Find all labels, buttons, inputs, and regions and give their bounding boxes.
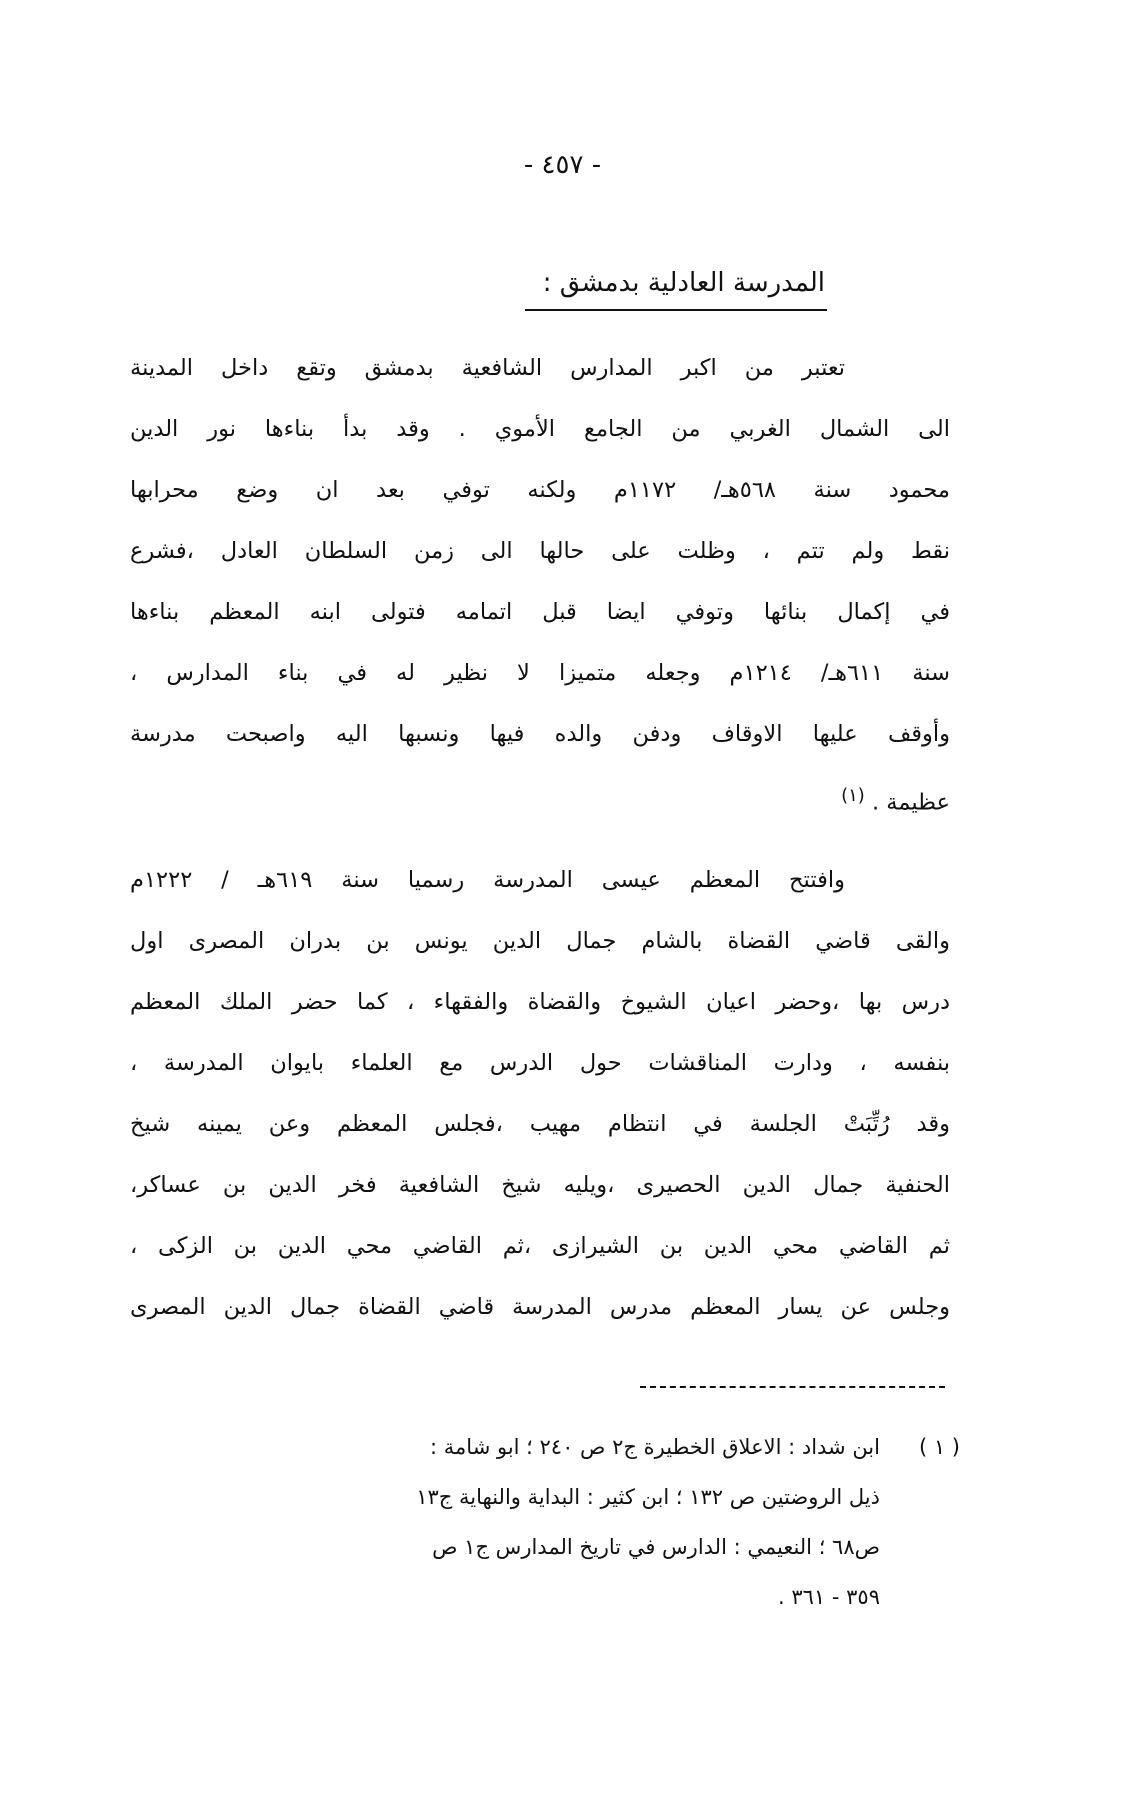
footnote-lines — [160, 1422, 880, 1622]
footnote-reference: (١) — [841, 785, 865, 806]
page-number: - ٤٥٧ - — [523, 150, 602, 180]
text-line: محمود سنة ٥٦٨هـ/ ١١٧٢م ولكنه توفي بعد ان وضع محرابها — [130, 477, 950, 503]
text-line: نقط ولم تتم ، وظلت على حالها الى زمن السلطان العادل ،فشرع — [130, 538, 950, 564]
paragraph-2 — [130, 850, 950, 1338]
text-line: سنة ٦١١هـ/ ١٢١٤م وجعله متميزا لا نظير له في بناء المدارس ، — [130, 660, 950, 686]
text-line: درس بها ،وحضر اعيان الشيوخ والقضاة والفقهاء ، كما حضر الملك المعظم — [130, 989, 950, 1015]
heading-underline — [525, 309, 827, 311]
text-line: ثم القاضي محي الدين بن الشيرازى ،ثم القاضي محي الدين بن الزكى ، — [130, 1233, 950, 1259]
text-line-last — [130, 765, 950, 826]
text-line: والقى قاضي القضاة بالشام جمال الدين يونس بن بدران المصرى اول — [130, 928, 950, 954]
text-line: في إكمال بنائها وتوفي ايضا قبل اتمامه فتولى ابنه المعظم بناءها — [130, 599, 950, 625]
text-line: بنفسه ، ودارت المناقشات حول الدرس مع العلماء بايوان المدرسة ، — [130, 1050, 950, 1076]
footnote-line: ص٦٨ ؛ النعيمي : الدارس في تاريخ المدارس ج١ ص — [432, 1535, 880, 1559]
last-line-text: عظيمة . — [871, 789, 950, 816]
text-line: وأوقف عليها الاوقاف ودفن والده فيها ونسبها اليه واصبحت مدرسة — [130, 721, 950, 747]
body-text — [130, 338, 950, 1338]
footnote-line: ابن شداد : الاعلاق الخطيرة ج٢ ص ٢٤٠ ؛ ابو شامة : — [430, 1435, 880, 1459]
footnote-line: ٣٥٩ - ٣٦١ . — [778, 1585, 880, 1609]
footnote-separator — [640, 1386, 945, 1388]
footnote-marker: ( ١ ) — [918, 1435, 960, 1459]
text-line: الحنفية جمال الدين الحصيرى ،ويليه شيخ الشافعية فخر الدين بن عساكر، — [130, 1172, 950, 1198]
text-line: وجلس عن يسار المعظم مدرس المدرسة قاضي القضاة جمال الدين المصرى — [130, 1294, 950, 1320]
text-line: وقد رُتِّبَتْ الجلسة في انتظام مهيب ،فجلس المعظم وعن يمينه شيخ — [130, 1111, 950, 1137]
footnote — [160, 1422, 960, 1622]
paragraph-gap — [130, 826, 950, 850]
footnote-line: ذيل الروضتين ص ١٣٢ ؛ ابن كثير : البداية والنهاية ج١٣ — [416, 1485, 880, 1509]
text-line: وافتتح المعظم عيسى المدرسة رسميا سنة ٦١٩هـ / ١٢٢٢م — [130, 867, 845, 893]
text-line: تعتبر من اكبر المدارس الشافعية بدمشق وتقع داخل المدينة — [130, 355, 845, 381]
paragraph-1 — [130, 338, 950, 826]
section-heading: المدرسة العادلية بدمشق : — [542, 268, 825, 298]
text-line: الى الشمال الغربي من الجامع الأموي . وقد بدأ بناءها نور الدين — [130, 416, 950, 442]
